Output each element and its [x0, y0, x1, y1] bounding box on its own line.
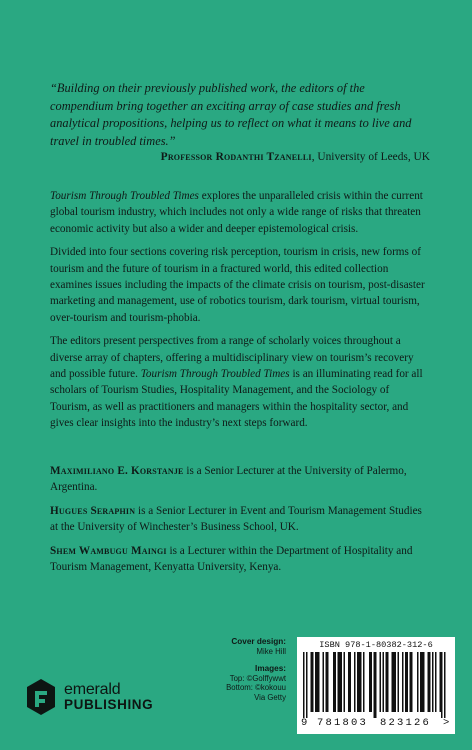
- editor-bio: Shem Wambugu Maingi is a Lecturer within the Department of Hospitality and Tourism Management, Kenyatta University, Kenya.: [50, 544, 413, 574]
- barcode-bar: [428, 652, 430, 712]
- barcode-bar: [417, 652, 419, 712]
- barcode-bar: [335, 652, 337, 712]
- editor-name: Shem Wambugu Maingi: [50, 544, 167, 557]
- barcode-bar: [423, 652, 425, 712]
- barcode-digits-left: 781803: [317, 717, 369, 729]
- barcode-bar: [440, 652, 442, 712]
- barcode-bar: [363, 652, 365, 712]
- barcode-bar: [429, 652, 431, 712]
- editor-name: Hugues Seraphin: [50, 504, 136, 517]
- barcode-bars: [303, 652, 449, 718]
- emerald-logo-icon: [24, 677, 58, 717]
- barcode-bar: [395, 652, 397, 712]
- description-paragraph-2: Divided into four sections covering risk perception, tourism in crisis, new forms of tourism and the future of tourism in a fractured world, this edited collection examines issues including the impacts of the climate crisis on tourism, post-disaster marketing and management, use of robotics tourism, dark tourism, virtual tourism, over-tourism and tourism-phobia.: [50, 246, 425, 324]
- barcode-bar: [432, 652, 434, 712]
- barcode-bar: [371, 652, 373, 712]
- attribution-name: Professor Rodanthi Tzanelli: [160, 151, 312, 163]
- editor-name: Maximiliano E. Korstanje: [50, 465, 184, 477]
- barcode-bar: [386, 652, 388, 712]
- barcode-bar: [312, 652, 314, 712]
- barcode-bar: [435, 652, 437, 712]
- barcode-digits-right: 823126: [380, 717, 432, 729]
- barcode-bar: [407, 652, 409, 712]
- barcode-bar: [392, 652, 394, 712]
- barcode-bar: [333, 652, 335, 712]
- barcode-bar: [350, 652, 352, 712]
- barcode-bar: [375, 652, 377, 718]
- barcode-bar: [374, 652, 376, 718]
- barcode-bar: [317, 652, 319, 712]
- barcode-bar: [360, 652, 362, 712]
- book-title-inline: Tourism Through Troubled Times: [50, 190, 199, 202]
- barcode-bar: [315, 652, 317, 712]
- quote-attribution: [161, 151, 430, 163]
- barcode-bar: [444, 652, 446, 718]
- barcode-bar: [348, 652, 350, 712]
- barcode-bar: [441, 652, 443, 718]
- barcode-bar: [338, 652, 340, 712]
- barcode-bar: [405, 652, 407, 712]
- editor-bios: [50, 463, 430, 582]
- barcode-bar: [357, 652, 359, 712]
- barcode-bar: [341, 652, 343, 712]
- isbn-text: ISBN 978-1-80382-312-6: [319, 640, 433, 650]
- images-label: Images:: [255, 664, 286, 674]
- book-description: [50, 188, 430, 439]
- barcode-bar: [344, 652, 346, 712]
- barcode-bar: [422, 652, 424, 712]
- cover-designer: Mike Hill: [256, 646, 286, 656]
- barcode-bar: [411, 652, 413, 712]
- isbn-barcode: [297, 637, 455, 734]
- barcode-bar: [354, 652, 356, 712]
- barcode-bar: [306, 652, 308, 718]
- images-source: Via Getty: [254, 692, 286, 702]
- images-top-credit: Top: ©Golffywwt: [229, 673, 286, 683]
- images-bottom-credit: Bottom: ©kokouu: [226, 683, 286, 693]
- publisher-name-line-2: PUBLISHING: [64, 697, 154, 712]
- barcode-bar: [383, 652, 385, 712]
- barcode-bar: [318, 652, 320, 712]
- publisher-name: [64, 682, 153, 712]
- publisher-name-line-1: emerald: [64, 681, 121, 698]
- book-title-inline: Tourism Through Troubled Times: [140, 368, 290, 381]
- barcode-digits: [297, 717, 455, 731]
- barcode-digit-first: 9: [301, 717, 308, 729]
- description-paragraph-3: The editors present perspectives from a range of scholarly voices throughout a diverse array of chapters, offering a multidisciplinary view on tourism’s recovery and possible future. Tourism Through Troubled Times is an illuminating read for all scholars of Tourism Studies, Hospitality Management, and the Sociology of Tourism, as well as practitioners and managers within the hospitality sector, and gives clear insights into the industry’s next steps forward.: [50, 335, 423, 430]
- barcode-bar: [410, 652, 412, 712]
- endorsement-quote: “Building on their previously published work, the editors of the compendium bring together an exciting array of case studies and fresh analytical propositions, helping us to reflect on what it means to live and travel in troubled times.”: [50, 81, 412, 148]
- barcode-bar: [339, 652, 341, 712]
- barcode-bar: [393, 652, 395, 712]
- image-credits: [184, 637, 286, 703]
- barcode-bar: [326, 652, 328, 712]
- barcode-bar: [323, 652, 325, 712]
- barcode-bar: [303, 652, 305, 718]
- barcode-bar: [359, 652, 361, 712]
- barcode-bar: [327, 652, 329, 712]
- publisher-logo: [24, 675, 174, 719]
- cover-design-label: Cover design:: [231, 637, 286, 646]
- description-paragraph-1: Tourism Through Troubled Times explores the unparalleled crisis within the current global tourism industry, which includes not only a wide range of risks that threaten economic activity but also a wider and deeper epistemological crisis.: [50, 190, 423, 235]
- editor-bio: Maximiliano E. Korstanje is a Senior Lecturer at the University of Palermo, Argentina.: [50, 465, 407, 494]
- barcode-bar: [369, 652, 371, 712]
- barcode-bar: [402, 652, 404, 712]
- editor-bio: Hugues Seraphin is a Senior Lecturer in Event and Tourism Management Studies at the University of Winchester’s Business School, UK.: [50, 504, 422, 534]
- attribution-affiliation: , University of Leeds, UK: [311, 151, 430, 163]
- barcode-bar: [387, 652, 389, 712]
- barcode-bar: [398, 652, 400, 712]
- barcode-bar: [311, 652, 313, 712]
- barcode-bar: [380, 652, 382, 712]
- barcode-bar: [420, 652, 422, 712]
- barcode-digit-end: >: [443, 717, 450, 729]
